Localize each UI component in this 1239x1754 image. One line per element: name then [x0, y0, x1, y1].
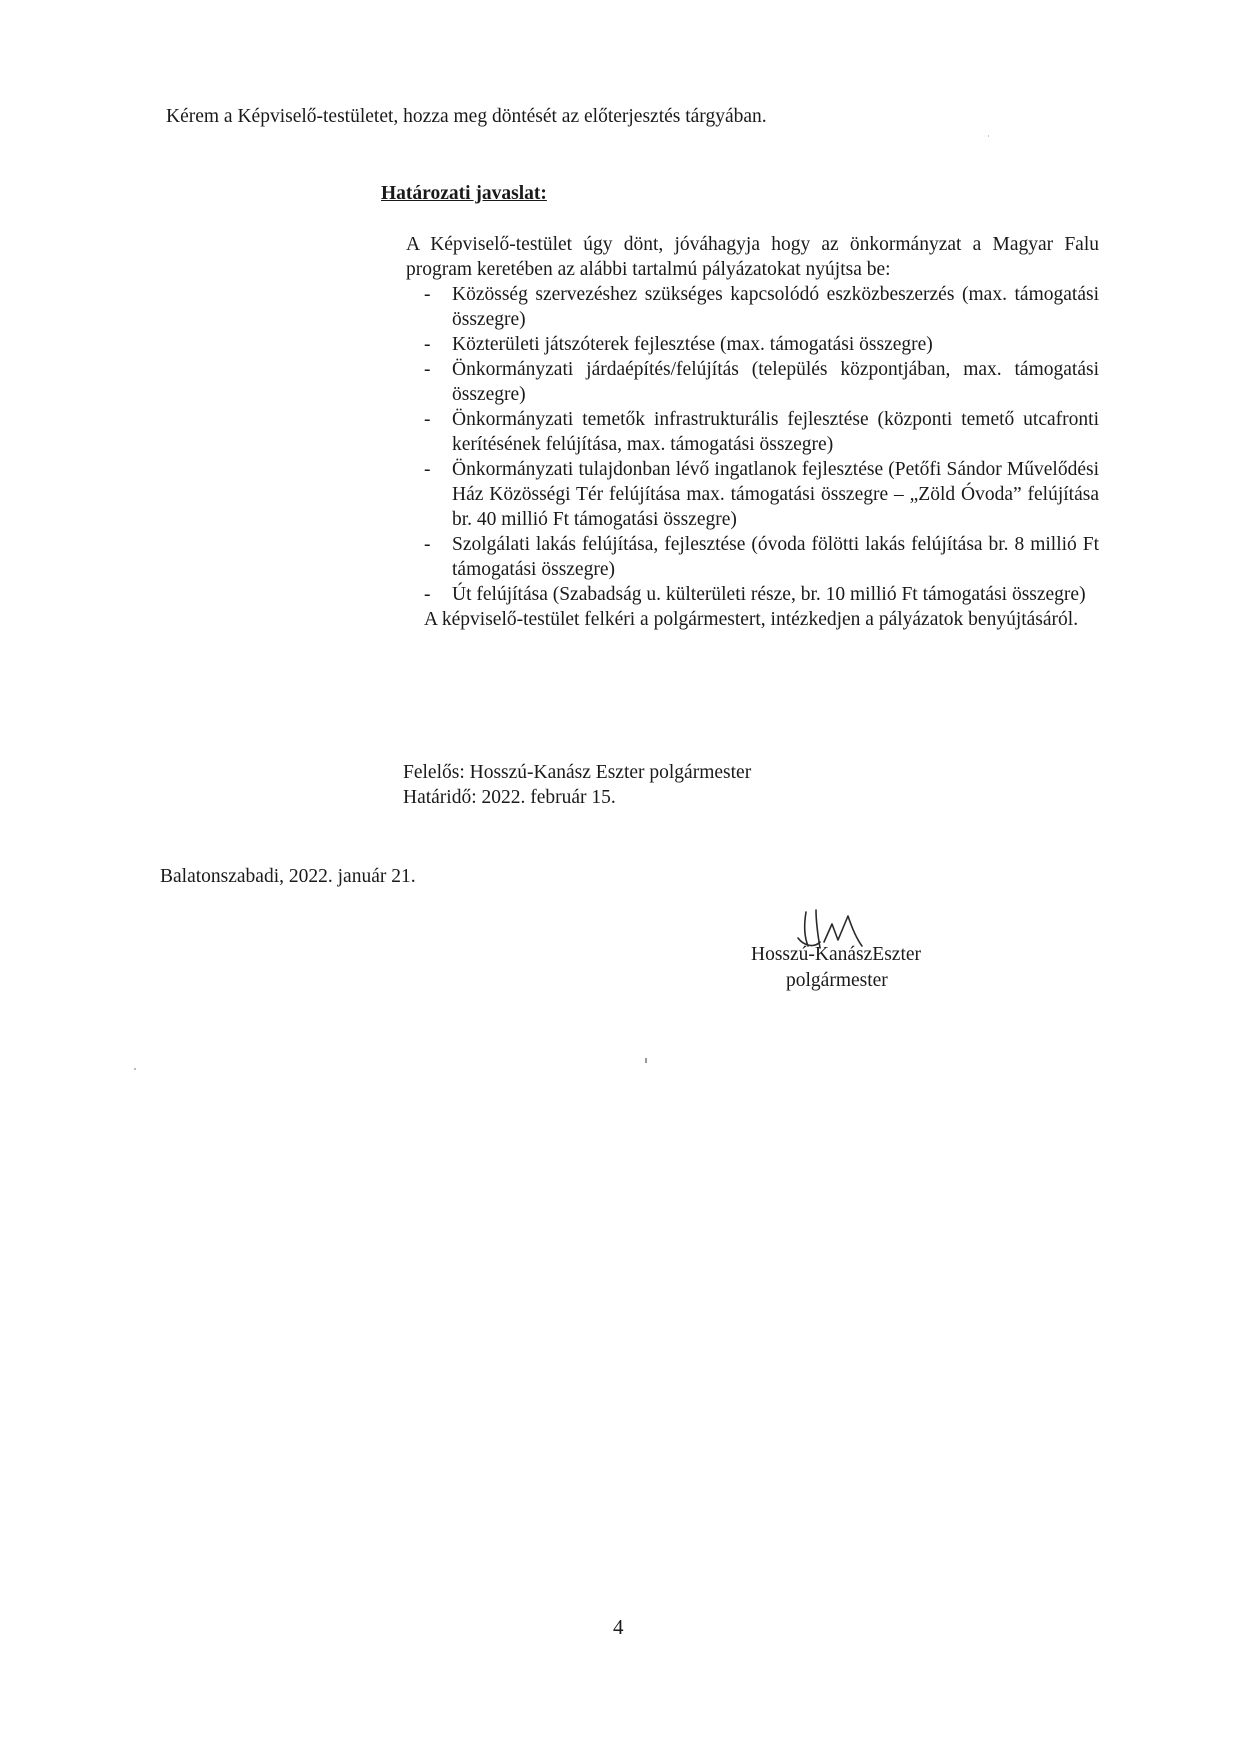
deadline-line: Határidő: 2022. február 15.	[403, 787, 616, 808]
list-item: - Szolgálati lakás felújítása, fejlesztése (óvoda fölötti lakás felújítása br. 8 millió Ft támogatási összegre)	[424, 534, 1099, 580]
list-bullet: -	[424, 359, 431, 380]
scan-speck	[645, 1058, 647, 1063]
project-list	[406, 282, 1099, 607]
scan-speck	[134, 1068, 136, 1070]
list-bullet: -	[424, 584, 431, 605]
list-item: - Önkormányzati járdaépítés/felújítás (település központjában, max. támogatási összegre)	[424, 359, 1099, 405]
list-bullet: -	[424, 409, 431, 430]
list-bullet: -	[424, 284, 431, 305]
signer-name: Hosszú-KanászEszter	[751, 944, 922, 965]
list-bullet: -	[424, 334, 431, 355]
list-item: - Közösség szervezéshez szükséges kapcsolódó eszközbeszerzés (max. támogatási összegre)	[424, 284, 1099, 330]
responsible-line: Felelős: Hosszú-Kanász Eszter polgármester	[403, 762, 752, 783]
list-item: - Önkormányzati tulajdonban lévő ingatlanok fejlesztése (Petőfi Sándor Művelődési Ház Közösségi Tér felújítása max. támogatási összegre – „Zöld Óvoda” felújítása br. 40 millió Ft támogatási összegre)	[424, 459, 1099, 530]
list-item: - Közterületi játszóterek fejlesztése (max. támogatási összegre)	[424, 334, 933, 355]
proposal-closing: A képviselő-testület felkéri a polgármestert, intézkedjen a pályázatok benyújtásáról.	[424, 609, 1079, 630]
list-bullet: -	[424, 534, 431, 555]
resolution-heading: Határozati javaslat:	[381, 183, 547, 204]
page-number: 4	[613, 1615, 624, 1639]
list-item: - Önkormányzati temetők infrastrukturális fejlesztése (központi temető utcafronti kerítésének felújítása, max. támogatási összegre)	[424, 409, 1099, 455]
signer-title: polgármester	[786, 970, 888, 991]
resolution-proposal	[406, 232, 1099, 632]
proposal-opening: A Képviselő-testület úgy dönt, jóváhagyja hogy az önkormányzat a Magyar Falu program keretében az alábbi tartalmú pályázatokat nyújtsa be:	[406, 234, 1099, 280]
place-and-date: Balatonszabadi, 2022. január 21.	[160, 866, 416, 887]
list-item: - Út felújítása (Szabadság u. külterületi része, br. 10 millió Ft támogatási összegre)	[424, 584, 1086, 605]
scan-speck	[988, 135, 989, 137]
list-bullet: -	[424, 459, 431, 480]
intro-sentence: Kérem a Képviselő-testületet, hozza meg döntését az előterjesztés tárgyában.	[166, 106, 767, 127]
